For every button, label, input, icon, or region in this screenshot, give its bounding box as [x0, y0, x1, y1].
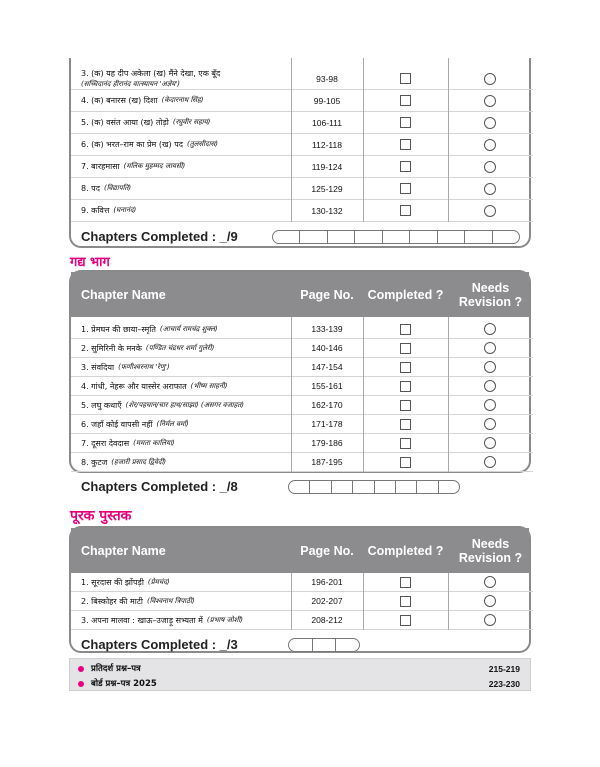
chapter-author: (विश्वनाथ त्रिपाठी): [146, 596, 195, 605]
progress-segment[interactable]: [289, 639, 313, 651]
chapter-author: (हजारी प्रसाद द्विवेदी): [111, 457, 167, 466]
chapter-title: 8. कुटज: [81, 457, 108, 467]
column-header-needs-revision: Needs Revision ?: [458, 280, 523, 309]
chapter-title: 1. प्रेमघन की छाया–स्मृति: [81, 324, 156, 334]
completed-checkbox[interactable]: [400, 419, 411, 430]
progress-segment[interactable]: [410, 231, 437, 243]
page-range: 99-105: [313, 95, 341, 106]
chapter-name: [81, 90, 203, 111]
chapters-completed-label: Chapters Completed : _/9: [81, 229, 238, 244]
extra-item-pages: 223-230: [488, 678, 520, 689]
chapter-author: (घनानंद): [113, 206, 137, 214]
progress-segment[interactable]: [438, 231, 465, 243]
chapters-completed-footer: [71, 223, 533, 250]
column-divider: [448, 317, 449, 472]
chapter-author: (निर्मल वर्मा): [156, 419, 189, 428]
chapter-name: [81, 415, 189, 433]
revision-radio[interactable]: [484, 323, 496, 335]
purak-chapters-card: [69, 526, 531, 653]
purak-section-heading: पूरक पुस्तक: [70, 508, 132, 524]
completed-checkbox[interactable]: [400, 139, 411, 150]
column-divider: [291, 317, 292, 472]
completed-checkbox[interactable]: [400, 615, 411, 626]
chapter-author: (तुलसीदास): [187, 140, 219, 148]
revision-radio[interactable]: [484, 418, 496, 430]
chapter-title: 7. बारहमासा: [81, 162, 120, 171]
progress-segment[interactable]: [332, 481, 353, 493]
page-range: 140-146: [311, 343, 343, 353]
page-range: 125-129: [311, 183, 343, 194]
chapter-row: [71, 320, 533, 339]
column-divider: [448, 573, 449, 630]
revision-radio[interactable]: [484, 117, 496, 129]
progress-tracker: [272, 230, 520, 244]
revision-radio[interactable]: [484, 399, 496, 411]
chapter-name: [81, 396, 244, 414]
completed-checkbox[interactable]: [400, 205, 411, 216]
chapter-name: [81, 573, 170, 591]
chapter-title: 1. सूरदास की झोंपड़ी: [81, 577, 144, 587]
chapter-name: [81, 453, 166, 471]
chapter-row: [71, 611, 533, 630]
progress-segment[interactable]: [417, 481, 438, 493]
chapter-author: (भीष्म साहनी): [190, 381, 228, 390]
chapter-title: 6. जहाँ कोई वापसी नहीं: [81, 419, 153, 429]
progress-segment[interactable]: [353, 481, 374, 493]
column-header-page-no: Page No.: [300, 287, 354, 302]
gadya-section-heading: गद्य भाग: [70, 255, 110, 270]
completed-checkbox[interactable]: [400, 596, 411, 607]
chapters-completed-label: Chapters Completed : _/8: [81, 479, 238, 494]
revision-radio[interactable]: [484, 183, 496, 195]
revision-radio[interactable]: [484, 456, 496, 468]
chapter-name: [81, 358, 170, 376]
page-range: 133-139: [311, 324, 343, 334]
revision-radio[interactable]: [484, 95, 496, 107]
completed-checkbox[interactable]: [400, 362, 411, 373]
column-divider: [291, 573, 292, 630]
extra-item-title: प्रतिदर्श प्रश्न–पत्र: [91, 664, 141, 674]
extra-item-pages: 215-219: [488, 663, 520, 674]
completed-checkbox[interactable]: [400, 324, 411, 335]
chapter-title: 5. (क) वसंत आया (ख) तोड़ो: [81, 118, 169, 127]
progress-segment[interactable]: [336, 639, 359, 651]
column-divider: [291, 58, 292, 222]
chapter-title: 3. संवदिया: [81, 362, 115, 372]
chapter-row: [71, 200, 533, 222]
completed-checkbox[interactable]: [400, 381, 411, 392]
page-range: 208-212: [311, 615, 343, 625]
revision-radio[interactable]: [484, 361, 496, 373]
chapter-author: (विद्यापति): [103, 184, 132, 192]
extra-item-title: बोर्ड प्रश्न–पत्र 2025: [91, 679, 157, 689]
chapter-title: 6. (क) भरत–राम का प्रेम (ख) पद: [81, 140, 183, 149]
chapter-title: 4. गांधी, नेहरू और यास्सेर अराफात: [81, 381, 187, 391]
revision-radio[interactable]: [484, 161, 496, 173]
chapter-name: [81, 611, 243, 629]
extra-item-sample-paper: [78, 661, 524, 676]
page-range: 106-111: [312, 117, 342, 128]
page-range: 93-98: [316, 73, 338, 84]
chapter-title: 9. कवित्त: [81, 206, 110, 215]
revision-radio[interactable]: [484, 437, 496, 449]
revision-radio[interactable]: [484, 576, 496, 588]
page-range: 155-161: [311, 381, 343, 391]
progress-segment[interactable]: [439, 481, 459, 493]
chapter-author: (फणीश्वरनाथ 'रेणु'): [118, 362, 170, 371]
completed-checkbox[interactable]: [400, 438, 411, 449]
chapter-row: [71, 156, 533, 178]
progress-segment[interactable]: [375, 481, 396, 493]
page-range: 202-207: [311, 596, 343, 606]
page-range: 112-118: [312, 139, 342, 150]
chapter-author: (सच्चिदानंद हीरानंद वात्स्यायन 'अज्ञेय'): [81, 79, 180, 88]
chapter-name: [81, 178, 131, 199]
chapter-title: 3. अपना मालवा : खाऊ–उजाड़ू सभ्यता में: [81, 615, 203, 625]
revision-radio[interactable]: [484, 139, 496, 151]
progress-segment[interactable]: [355, 231, 382, 243]
completed-checkbox[interactable]: [400, 577, 411, 588]
completed-checkbox[interactable]: [400, 400, 411, 411]
chapter-title: 8. पद: [81, 184, 100, 193]
column-divider: [363, 573, 364, 630]
chapter-name: [81, 320, 218, 338]
completed-checkbox[interactable]: [400, 183, 411, 194]
chapter-title: 7. दूसरा देवदास: [81, 438, 130, 448]
chapter-author: (प्रभाष जोशी): [206, 615, 243, 624]
chapter-author: (आचार्य रामचंद्र शुक्ल): [159, 324, 218, 333]
column-header-chapter-name: Chapter Name: [81, 287, 166, 302]
chapter-row: [71, 453, 533, 472]
chapter-row: [71, 68, 533, 90]
revision-radio[interactable]: [484, 380, 496, 392]
chapter-author: (मलिक मुहम्मद जायसी): [123, 162, 186, 170]
chapter-title: 4. (क) बनारस (ख) दिशा: [81, 96, 158, 105]
chapter-row: [71, 592, 533, 611]
chapter-name: [81, 112, 210, 133]
progress-tracker: [288, 638, 360, 652]
table-header: [71, 272, 529, 317]
chapters-completed-label: Chapters Completed : _/3: [81, 637, 238, 652]
chapter-name: [81, 592, 195, 610]
page-range: 119-124: [311, 161, 343, 172]
progress-segment[interactable]: [273, 231, 300, 243]
chapter-row: [71, 396, 533, 415]
chapter-author: (रघुवीर सहाय): [172, 118, 211, 126]
chapter-row: [71, 434, 533, 453]
chapter-row: [71, 339, 533, 358]
chapter-name: [81, 434, 175, 452]
chapter-row: [71, 377, 533, 396]
column-divider: [363, 317, 364, 472]
column-divider: [448, 58, 449, 222]
chapter-row: [71, 134, 533, 156]
chapter-author: (शेर/पहचान/चार हाथ/साझा) (असगर वजाहत): [125, 400, 245, 409]
chapter-row: [71, 90, 533, 112]
chapter-row: [71, 178, 533, 200]
revision-radio[interactable]: [484, 342, 496, 354]
chapter-name: [81, 134, 218, 155]
chapter-author: (केदारनाथ सिंह): [161, 96, 204, 104]
chapter-name: [81, 377, 227, 395]
chapter-author: (ममता कालिया): [133, 438, 175, 447]
column-divider: [363, 58, 364, 222]
page-range: 196-201: [311, 577, 343, 587]
chapter-author: (पण्डित चंद्रधर शर्मा गुलेरी): [145, 343, 215, 352]
page-range: 187-195: [311, 457, 343, 467]
chapters-completed-footer: [71, 631, 533, 658]
progress-segment[interactable]: [310, 481, 331, 493]
revision-radio[interactable]: [484, 73, 496, 85]
progress-segment[interactable]: [493, 231, 519, 243]
progress-segment[interactable]: [396, 481, 417, 493]
table-header: [71, 528, 529, 573]
progress-segment[interactable]: [289, 481, 310, 493]
extra-item-board-paper: [78, 676, 524, 691]
chapter-row: [71, 415, 533, 434]
page-range: 147-154: [311, 362, 343, 372]
chapters-completed-footer: [71, 473, 533, 500]
bullet-icon: [78, 681, 84, 687]
chapter-name: [81, 156, 185, 177]
completed-checkbox[interactable]: [400, 117, 411, 128]
chapter-title: 2. सुमिरिनी के मनके: [81, 343, 142, 353]
page-range: 171-178: [311, 419, 343, 429]
chapter-title: 3. (क) यह दीप अकेला (ख) मैंने देखा, एक बूँद: [81, 68, 221, 78]
column-header-page-no: Page No.: [300, 543, 354, 558]
chapter-name: [81, 68, 220, 89]
progress-segment[interactable]: [313, 639, 337, 651]
page-range: 162-170: [311, 400, 343, 410]
revision-radio[interactable]: [484, 614, 496, 626]
progress-segment[interactable]: [383, 231, 410, 243]
chapter-name: [81, 339, 214, 357]
completed-checkbox[interactable]: [400, 457, 411, 468]
progress-segment[interactable]: [328, 231, 355, 243]
completed-checkbox[interactable]: [400, 343, 411, 354]
completed-checkbox[interactable]: [400, 161, 411, 172]
page-range: 130-132: [311, 205, 343, 216]
chapter-row: [71, 358, 533, 377]
column-header-chapter-name: Chapter Name: [81, 543, 166, 558]
chapter-row: [71, 112, 533, 134]
page-range: 179-186: [311, 438, 343, 448]
extra-papers-box: [69, 658, 531, 691]
chapter-title: 5. लघु कथाएँ: [81, 400, 122, 410]
gadya-chapters-card: [69, 270, 531, 494]
revision-radio[interactable]: [484, 595, 496, 607]
completed-checkbox[interactable]: [400, 95, 411, 106]
chapter-title: 2. बिस्कोहर की माटी: [81, 596, 143, 606]
chapter-name: [81, 200, 136, 221]
column-header-completed: Completed ?: [367, 543, 444, 558]
poetry-chapters-card: [69, 58, 531, 248]
progress-segment[interactable]: [465, 231, 492, 243]
chapter-row: [71, 573, 533, 592]
progress-segment[interactable]: [300, 231, 327, 243]
column-header-needs-revision: Needs Revision ?: [458, 536, 523, 565]
revision-radio[interactable]: [484, 205, 496, 217]
bullet-icon: [78, 666, 84, 672]
chapter-author: (प्रेमचंद): [147, 577, 170, 586]
completed-checkbox[interactable]: [400, 73, 411, 84]
progress-tracker: [288, 480, 460, 494]
column-header-completed: Completed ?: [367, 287, 444, 302]
